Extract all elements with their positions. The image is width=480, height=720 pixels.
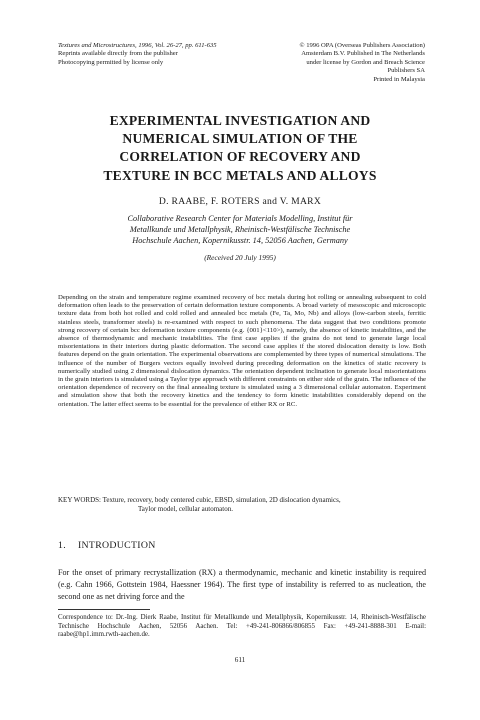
author-list: D. RAABE, F. ROTERS and V. MARX <box>158 196 322 207</box>
photocopy-note: Photocopying permitted by license only <box>58 58 164 66</box>
keywords-line-1: KEY WORDS: Texture, recovery, body centered cubic, EBSD, simulation, 2D dislocation dynamics, <box>58 496 341 504</box>
section-heading <box>58 540 156 551</box>
keywords-line-2: Taylor model, cellular automaton. <box>138 505 233 513</box>
copyright-block <box>225 42 425 84</box>
keywords <box>58 496 426 514</box>
received-date: (Received 20 July 1995) <box>204 253 276 262</box>
title-line-2: NUMERICAL SIMULATION OF THE <box>122 131 358 147</box>
copyright-line-3: under license by Gordon and Breach Science <box>306 58 425 66</box>
copyright-line-4: Publishers SA <box>387 67 425 75</box>
affiliation-line-3: Hochschule Aachen, Kopernikusstr. 14, 52056 Aachen, Germany <box>132 236 348 245</box>
paper-title <box>60 112 420 185</box>
section-number: 1. <box>58 540 66 551</box>
affiliation-line-1: Collaborative Research Center for Materials Modelling, Institut für <box>127 214 353 223</box>
title-line-4: TEXTURE IN BCC METALS AND ALLOYS <box>103 167 377 183</box>
title-line-1: EXPERIMENTAL INVESTIGATION AND <box>109 113 371 128</box>
copyright-line-1: © 1996 OPA (Overseas Publishers Association) <box>299 42 425 49</box>
reprints-note: Reprints available directly from the publisher <box>58 50 178 58</box>
affiliation-line-2: Metallkunde und Metallphysik, Rheinisch-Westfälische Technische <box>129 225 351 234</box>
page-number: 611 <box>234 656 246 664</box>
copyright-line-2: Amsterdam B.V. Published in The Netherlands <box>301 50 425 58</box>
affiliation <box>60 213 420 246</box>
correspondence-footnote: Correspondence to: Dr.-Ing. Dierk Raabe, Institut für Metallkunde und Metallphysik, Kopernikusstr. 14, Rheinisch-Westfälische Technische Hochschule Aachen, 52056 Aachen. Tel: +49-241-806866/806855 Fax: +49-241-8888-301 E-mail: raabe@hp1.imm.rwth-aachen.de. <box>58 614 426 639</box>
introduction-paragraph: For the onset of primary recrystallization (RX) a thermodynamic, mechanic and kinetic instability is required (e.g. Cahn 1966, Gottstein 1984, Haessner 1964). The first type of instability is referred to as nucleation, the second one as net driving force and the <box>58 568 426 601</box>
section-title: INTRODUCTION <box>78 540 156 551</box>
journal-citation: Textures and Microstructures, 1996, Vol. 26-27, pp. 611-635 <box>58 42 217 49</box>
footnote-divider <box>58 609 150 610</box>
abstract-paragraph: Depending on the strain and temperature regime examined recovery of bcc metals during hot rolling or annealing subsequent to cold deformation often leads to the preservation of certain deformation texture components. A broad variety of mesoscopic and microscopic texture data from both hot rolled and cold rolled and annealed bcc metals (Fe, Ta, Mo, Nb) and alloys (low-carbon steels, ferritic stainless steels, transformer steels) is re-examined with respect to such phenomena. The data suggest that two conditions promote strong recovery of certain bcc deformation texture components (e.g. {001}<110>), namely, the absence of kinetic instabilities, and the absence of thermodynamic and mechanic instabilities. The first case applies if the grains do not tend to generate large local misorientations in their interiors during plastic deformation. The second case applies if the stored dislocation density is low. Both features depend on the grain orientation. The experimental observations are complemented by three types of numerical simulations. The influence of the number of Burgers vectors equally involved during preceding deformation on the kinetics of static recovery is numerically studied using 2 dimensional dislocation dynamics. The orientation dependent inclination to generate local misorientations in the grain interiors is simulated using a Taylor type approach with different constraints on either side of the grain. The influence of the orientation dependence of recovery on the final annealing texture is simulated using a 3 dimensional cellular automaton. Experiment and simulation show that both the recovery kinetics and the tendency to form kinetic instabilities considerably depend on the orientation. The latter effect seems to be essential for the prevalence of either RX or RC. <box>58 294 426 408</box>
copyright-line-5: Printed in Malaysia <box>373 75 425 83</box>
title-line-3: CORRELATION OF RECOVERY AND <box>119 149 361 165</box>
